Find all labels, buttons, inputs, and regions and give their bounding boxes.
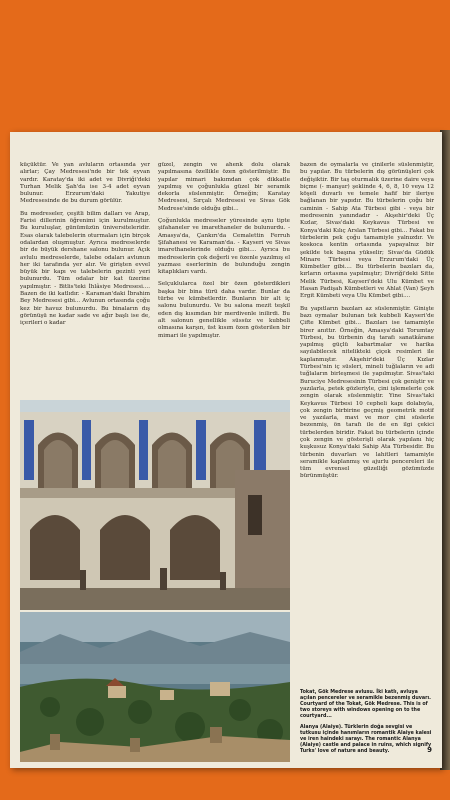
paragraph: küçüktür. Ve yan avluların ortasında yer alırlar; Çay Medresesi'nde bir tek eyvan vardır. Karatay'da iki adet ve Divriği'deki Turhan Melik Şah'da ise 3-4 adet eyvan bulunur. Erzurum'daki Yakutiye Medresesinde de bu durum görülür. bbox=[20, 162, 150, 205]
caption-medrese: Tokat, Gök Medrese avlusu. İki katlı, avluya açılan pencereler ve seramikle bezenmiş duvarı. Courtyard of the Tokat, Gök Medrese. This is of two storeys with windows opening on to the courtyard... bbox=[300, 690, 431, 719]
alanya-castle-photo bbox=[20, 612, 290, 762]
paragraph: Bu yapıtların bazıları az süslenmiştir. Ginişte bazı oymalar bulunan tek kubbeli Kayseri'de Çifte Kümbet gibi... Bazıları ise tamamiyle birer anıttır. Örneğin, Amasya'daki Torumtay Türbesi, bu türbenin dış tarafı sanatkârane yapılmış güçlü kabartmalar ve harika sayılabilecek nitelikteki çiçek resimleri ile kaplanmıştır. Akşehir'deki Üç Kızlar Türbesi'nin iç süsleri, mineli tuğlaların ve adi tuğlaların birleşmesi ile yapılmıştır. Sivas'taki Buruciye Medresesinin Türbesi çok geniştir ve yazılarla, petek gözleriyle, çini işlemelerle çok zengin olarak süslenmiştir. Yine Sivas'taki Keykavus Türbesi 10 cepheli kapı dolabıyla, çok zengin birbirine geçmiş geometrik motif ve yazılarla, mavi ve mor çini süslerle bezenmiş, ön tarafı ile de en ilgi çekici türbelerden biridir. Fakat bu türbelerin içinde çok zengin ve gösterişli olarak yapılanı hiç kuşkusuz Konya'daki Sahip Ata Türbesidir. Bu türbenin duvarları ve lahitleri tamamiyle seramikle kaplanmış ve ajurlu pencereleri ile tüm evrensel güzelliği gözümüzde bürünmüştür. bbox=[300, 305, 434, 480]
paragraph: Bu medreseler, çeşitli bilim dalları ve Arap, Farisi dillerinin öğrenimi için kurulmuştur. Bu kuruluşlar, günümüzün üniversiteleridir. Esas olarak talebelerin oturmaları için birçok odalardan oluşmuştur. Ayrıca medreselerde bir de büyük dershane salonu bulunur. Açık avlulu medreselerde, talebe odaları avlunun her iki tarafında yer alır. Ve girişten evvel büyük bir kapı ve talebelerin gezinti yeri bulunurdu. Tüm odalar bir kat üzerine yapılmıştır. - Bitlis'teki İhlâsiye Medresesi.... Bazen de iki katlıdır. - Karaman'daki İbrahim Bey Medresesi gibi... Avlunun ortasında çoğu kez bir havuz bulunurdu. Bu binaların dış görünüşü ne kadar sade ve ağır başlı ise de, içerileri o kadar bbox=[20, 210, 150, 327]
paragraph: bazen de oymalarla ve çinilerle süslenmiştir, bu yapılar. Bu türbelerin dış görünüşleri çok değişiktir. Bir taş oturmalık üzerine daire veya biçme (- manşur) şeklinde 4, 6, 8, 10 veya 12 köşeli duvarlı ve temele hafif bir ileriye bağlanan bir yapıdır. Bu türbelerin çoğu bir caminin - Sahip Ata Türbesi gibi - veya bir medresenin yanındadır - Akşehir'deki Üç Kızlar, Sivas'daki Keykavus Türbesi ve Konya'daki Kılıç Arslan Türbesi gibi... Fakat bu türbelerin pek çoğu tamamiyle yalnızdır. Ve koskoca kentin ortasında yapayalnız bir şekilde tek başına yükselir; Sivas'da Güdük Minare Türbesi veya Erzurum'daki Üç Kümbetler gibi.... Bu türbelerin bazıları da, kırların ortasına yapılmıştır; Divriği'deki Sitte Melik Türbesi, Kayseri'deki Ulu Kümbet ve Hasan Padişah Kümbetleri ve Ahlat (Van) Şeyh Ergit Kümbeti veya Ulu Kümbet gibi.... bbox=[300, 162, 434, 300]
paragraph: güzel, zengin ve ahenk dolu olarak yapılmasına özellikle özen gösterilmiştir. Bu yapılar mimari bakımdan çok dikkatle yapılmış ve çoğunlukla güzel bir seramik dekorla süslenmiştir. Örneğin; Karatay Medresesi, Sırçalı Medresesi ve Sivas Gök Medrese'sinde olduğu gibi... bbox=[158, 162, 290, 212]
page-number: 9 bbox=[427, 746, 432, 754]
medrese-courtyard-photo bbox=[20, 400, 290, 610]
paragraph: Selçuklularca özel bir özen gösterdikleri başka bir bina türü daha vardır. Bunlar da türbe ve kümbetlerdir. Bunların bir alt iç salonu bulunurdu. Ve bu salona mezit teşkil eden dış kısımdan bir merdivenle inilirdi. Bu alt salonun genellikle süssüz ve kubbeli olmasına karşın, üst kısım özen gösterilen bir mimari ile yapılmıştır. bbox=[158, 281, 290, 339]
text-column-3 bbox=[300, 162, 434, 752]
paragraph: Çoğunlukla medreseler yüresinde aynı tipte şifahaneler ve imarethaneler de bulunurdu. - Amasya'da, Çankırı'da Cemalettin Ferruh Şifahanesi ve Karaman'da. - Kayseri ve Sivas imarethanelerinde olduğu gibi.... Ayrıca bu medreselerin çok değerli ve özenle yazılmış el yazması eserlerinin de bulunduğu zengin kitaplıkları vardı. bbox=[158, 218, 290, 276]
text-column-1 bbox=[20, 162, 150, 412]
text-column-2 bbox=[158, 162, 290, 412]
photo-captions bbox=[300, 690, 434, 760]
magazine-page bbox=[10, 132, 442, 768]
caption-alanya: Alanya (Alaiye). Türklerin doğa sevgisi ve tutkusu içinde hanımların romantik Alaiye kalesi ve iren haindeki sarayı. The romantic Alanya (Alaiye) castle and palace in ruins, which signify Turks' love of nature and beauty. bbox=[300, 725, 432, 754]
